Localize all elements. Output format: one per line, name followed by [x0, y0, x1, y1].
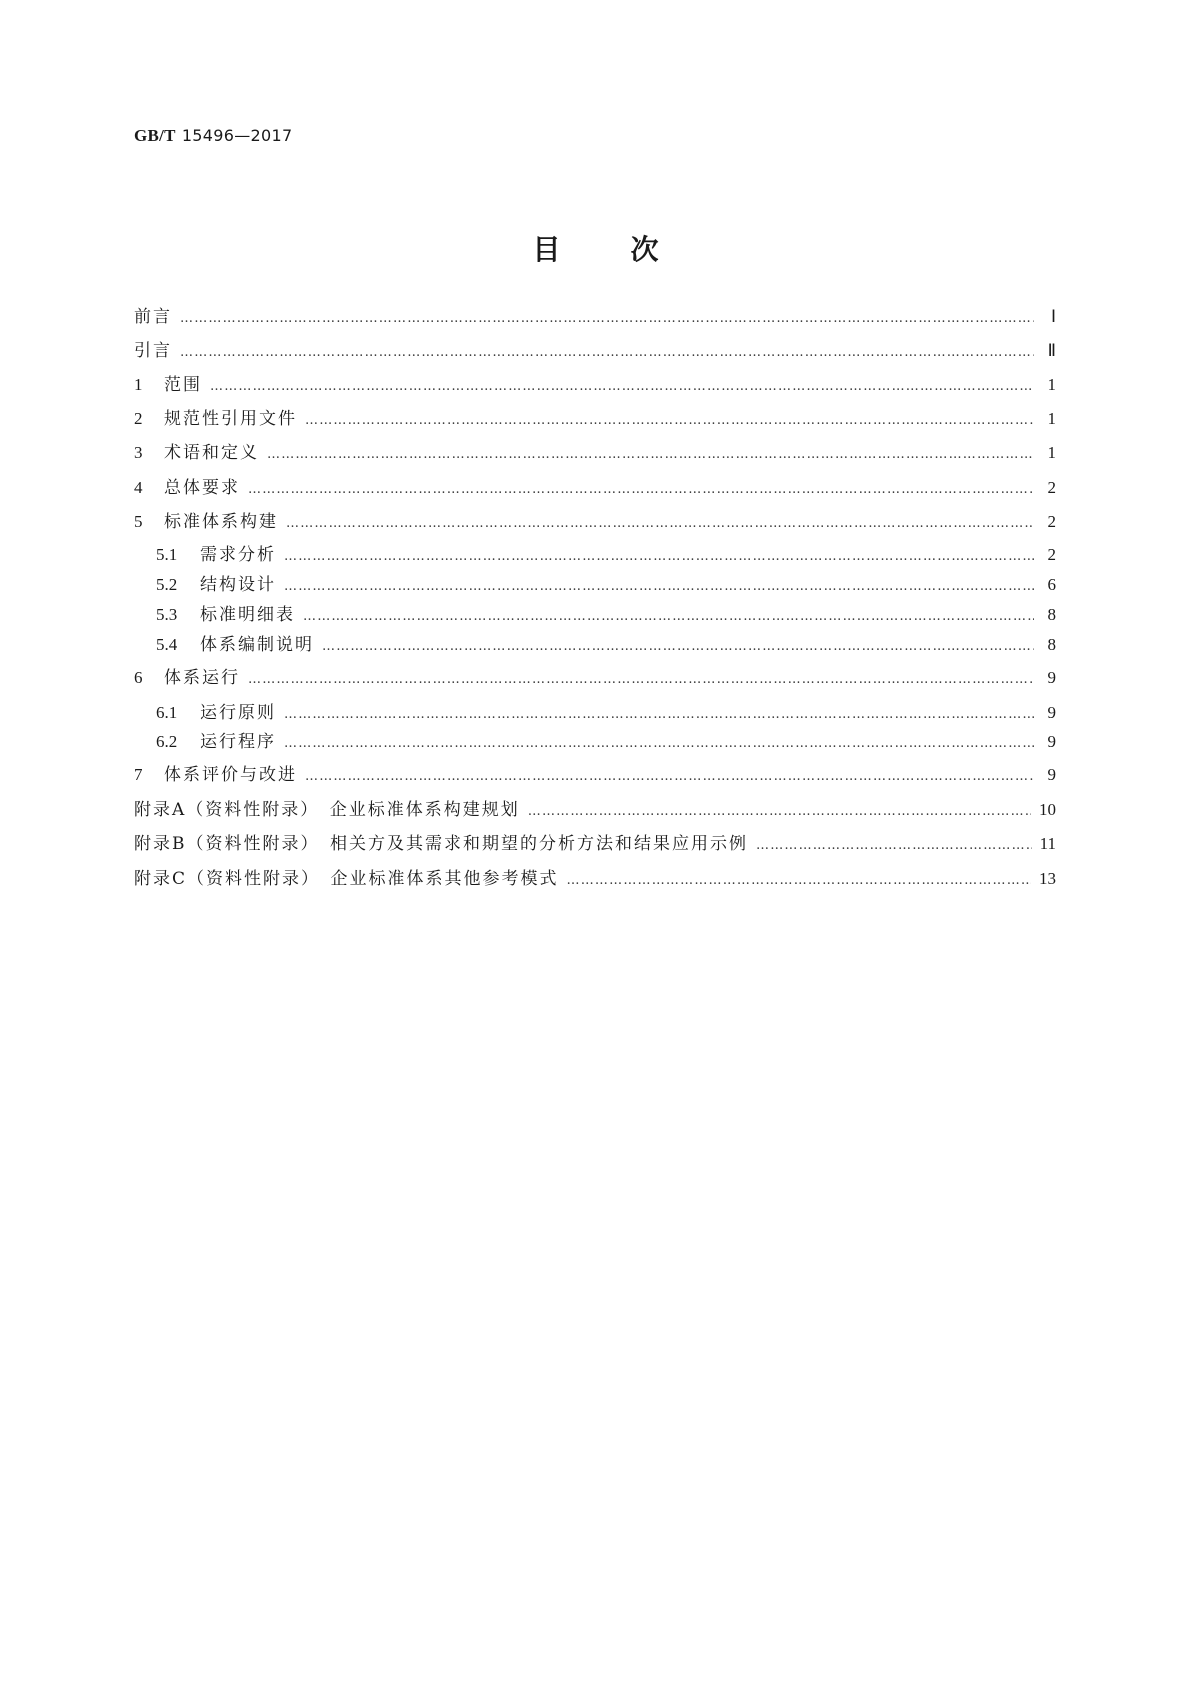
toc-leader-dots [267, 442, 1034, 468]
toc-leader-dots [756, 833, 1032, 859]
toc-leader-dots [322, 634, 1034, 660]
toc-entry-5[interactable] [134, 509, 1056, 535]
toc-leader-dots [180, 340, 1034, 366]
toc-entry-page: 9 [1047, 765, 1056, 784]
toc-entry-number: 3 [134, 443, 143, 462]
toc-entry-number: 2 [134, 409, 143, 428]
toc-entry-number: 6.2 [156, 732, 178, 751]
page-title [0, 228, 1191, 268]
toc-entry-page: Ⅱ [1047, 341, 1056, 360]
toc-entry-4[interactable] [134, 475, 1056, 501]
toc-entry-page: 1 [1047, 409, 1056, 428]
toc-entry-appendix-b[interactable] [134, 831, 1056, 857]
toc-leader-dots [210, 374, 1034, 400]
toc-entry-1[interactable] [134, 372, 1056, 398]
toc-entry-6-2[interactable] [156, 729, 1056, 755]
toc-leader-dots [248, 667, 1034, 693]
toc-entry-page: 8 [1047, 605, 1056, 624]
toc-entry-number: 5.2 [156, 575, 178, 594]
toc-entry-number: 1 [134, 375, 143, 394]
toc-leader-dots [284, 544, 1034, 570]
toc-entry-number: 6 [134, 668, 143, 687]
toc-entry-page: 8 [1047, 635, 1056, 654]
toc-leader-dots [286, 511, 1034, 537]
toc-entry-2[interactable] [134, 406, 1056, 432]
toc-entry-page: 9 [1047, 668, 1056, 687]
toc-leader-dots [303, 604, 1034, 630]
toc-entry-label: 前言 [134, 307, 172, 327]
toc-entry-page: 2 [1047, 545, 1056, 564]
toc-leader-dots [528, 799, 1031, 825]
toc-entry-label: 引言 [134, 341, 172, 361]
document-code [134, 126, 292, 146]
toc-entry-6[interactable] [134, 665, 1056, 691]
page-title-char-1: 目 [532, 233, 561, 266]
toc-entry-label: 范围 [164, 375, 202, 395]
toc-entry-5-2[interactable] [156, 572, 1056, 598]
toc-entry-5-4[interactable] [156, 632, 1056, 658]
toc-entry-page: 2 [1047, 512, 1056, 531]
toc-entry-number: 5.1 [156, 545, 178, 564]
toc-entry-number: 7 [134, 765, 143, 784]
toc-entry-label: 标准明细表 [200, 605, 295, 625]
toc-entry-page: Ⅰ [1050, 307, 1056, 326]
toc-entry-number: 5.4 [156, 635, 178, 654]
toc-entry-label: 运行程序 [200, 732, 276, 752]
toc-entry-number: 4 [134, 478, 143, 497]
toc-entry-label: 附录C（资料性附录） 企业标准体系其他参考模式 [134, 869, 559, 889]
toc-entry-label: 体系运行 [164, 668, 240, 688]
toc-entry-label: 附录B（资料性附录） 相关方及其需求和期望的分析方法和结果应用示例 [134, 834, 748, 854]
toc-entry-label: 体系编制说明 [200, 635, 314, 655]
toc-leader-dots [305, 408, 1034, 434]
toc-entry-appendix-a[interactable] [134, 797, 1056, 823]
toc-entry-page: 1 [1047, 443, 1056, 462]
toc-entry-number: 5 [134, 512, 143, 531]
toc-entry-page: 9 [1047, 732, 1056, 751]
toc-leader-dots [180, 306, 1034, 332]
page-title-char-2: 次 [630, 233, 659, 266]
toc-entry-label: 结构设计 [200, 575, 276, 595]
toc-entry-3[interactable] [134, 440, 1056, 466]
toc-leader-dots [284, 574, 1034, 600]
toc-entry-label: 术语和定义 [164, 443, 259, 463]
toc-entry-label: 运行原则 [200, 703, 276, 723]
toc-entry-foreword[interactable] [134, 304, 1056, 330]
toc-entry-5-3[interactable] [156, 602, 1056, 628]
toc-entry-page: 6 [1047, 575, 1056, 594]
toc-entry-page: 11 [1039, 834, 1056, 853]
toc-entry-7[interactable] [134, 762, 1056, 788]
toc-entry-page: 9 [1047, 703, 1056, 722]
toc-leader-dots [567, 868, 1031, 894]
toc-entry-appendix-c[interactable] [134, 866, 1056, 892]
document-code-number: 15496—2017 [181, 126, 293, 145]
toc-leader-dots [248, 477, 1034, 503]
toc-entry-label: 体系评价与改进 [164, 765, 297, 785]
toc-entry-number: 5.3 [156, 605, 178, 624]
toc-entry-label: 需求分析 [200, 545, 276, 565]
toc-entry-page: 10 [1039, 800, 1056, 819]
document-code-prefix: GB/T [134, 126, 176, 145]
toc-entry-label: 规范性引用文件 [164, 409, 297, 429]
toc-leader-dots [284, 702, 1034, 728]
toc-entry-introduction[interactable] [134, 338, 1056, 364]
toc-entry-label: 附录A（资料性附录） 企业标准体系构建规划 [134, 800, 520, 820]
toc-entry-page: 1 [1047, 375, 1056, 394]
toc-entry-page: 13 [1039, 869, 1056, 888]
toc-entry-page: 2 [1047, 478, 1056, 497]
toc-entry-6-1[interactable] [156, 700, 1056, 726]
toc-entry-5-1[interactable] [156, 542, 1056, 568]
toc-entry-number: 6.1 [156, 703, 178, 722]
toc-entry-label: 标准体系构建 [164, 512, 278, 532]
toc-entry-label: 总体要求 [164, 478, 240, 498]
toc-leader-dots [284, 731, 1034, 757]
toc-leader-dots [305, 764, 1034, 790]
